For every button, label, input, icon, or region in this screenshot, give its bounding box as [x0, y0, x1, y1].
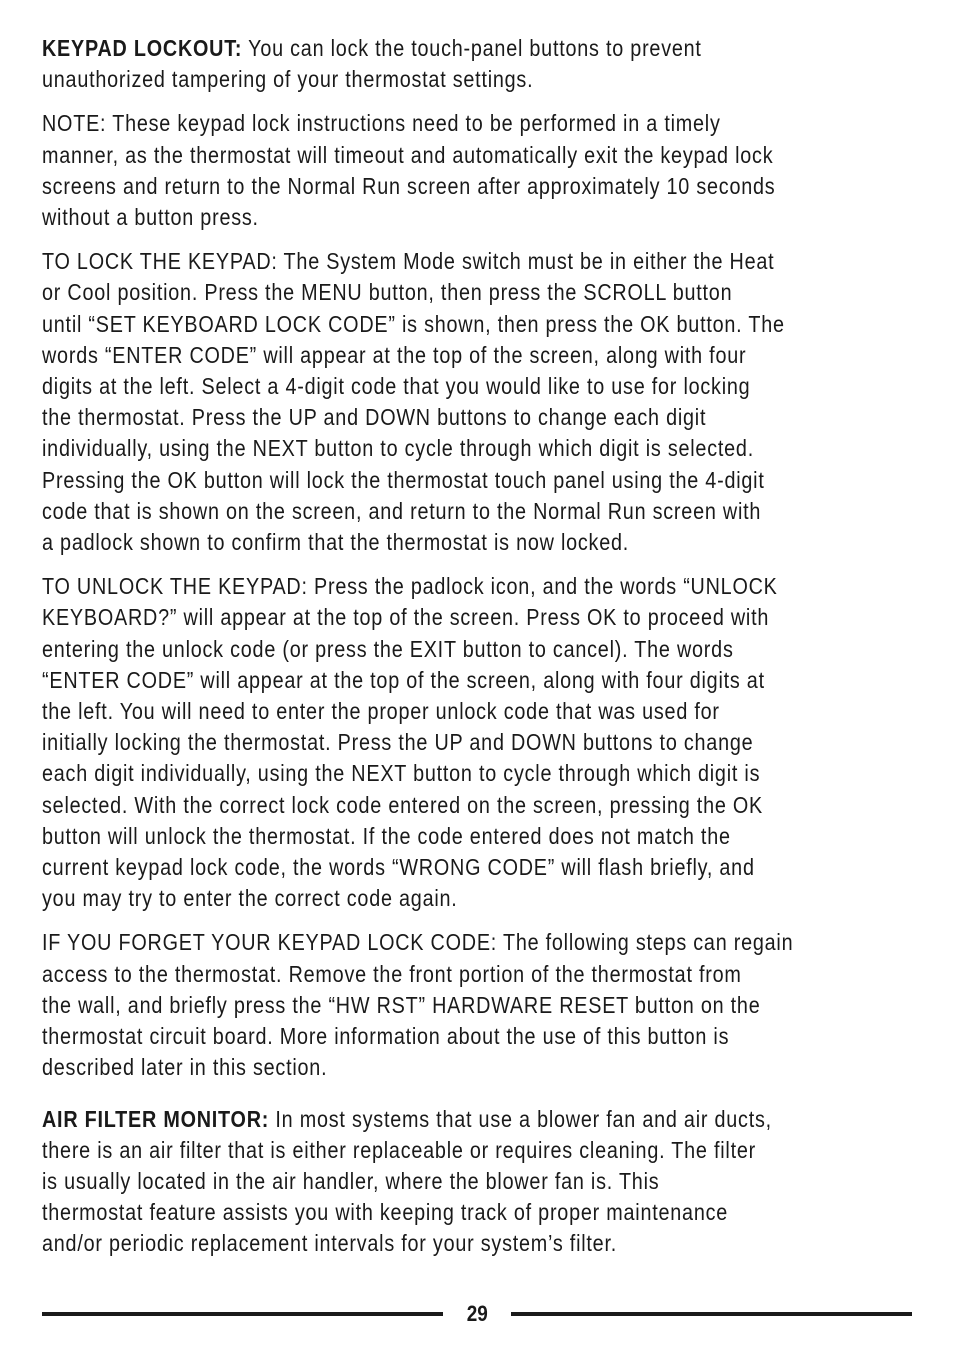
footer-rule-right	[511, 1312, 912, 1316]
page-footer	[42, 1298, 912, 1330]
paragraph-text: NOTE: These keypad lock instructions need to be performed in a timely manner, as the thermostat will timeout and automatically exit the keypad lock screens and return to the Normal Run screen after approximately 10 seconds without a button press.	[42, 110, 776, 231]
keypad-lockout-paragraph	[42, 33, 917, 95]
unlock-keypad-paragraph	[42, 571, 917, 914]
paragraph-text: TO UNLOCK THE KEYPAD: Press the padlock icon, and the words “UNLOCK KEYBOARD?” will appear at the top of the screen. Press OK to proceed with entering the unlock code (or press the EXIT button to cancel). The words “ENTER CODE” will appear at the top of the screen, along with four digits at the left. You will need to enter the proper unlock code that was used for initially locking the thermostat. Press the UP and DOWN buttons to change each digit individually, using the NEXT button to cycle through which digit is selected. With the correct lock code entered on the screen, pressing the OK button will unlock the thermostat. If the code entered does not match the current keypad lock code, the words “WRONG CODE” will flash briefly, and you may try to enter the correct code again.	[42, 573, 778, 912]
paragraph-heading: KEYPAD LOCKOUT:	[42, 35, 243, 61]
paragraph-text: IF YOU FORGET YOUR KEYPAD LOCK CODE: The following steps can regain access to the thermostat. Remove the front portion of the thermostat from the wall, and briefly press the “HW RST” HARDWARE RESET button on the thermostat circuit board. More information about the use of this button is described later in this section.	[42, 929, 794, 1081]
note-paragraph	[42, 108, 917, 233]
air-filter-monitor-paragraph	[42, 1104, 917, 1260]
lock-keypad-paragraph	[42, 246, 917, 558]
paragraph-text: You can lock the touch-panel buttons to prevent unauthorized tampering of your thermostat settings.	[42, 35, 702, 93]
paragraph-heading: AIR FILTER MONITOR:	[42, 1105, 270, 1132]
forgot-code-paragraph	[42, 927, 917, 1083]
page-number: 29	[466, 1301, 488, 1326]
footer-rule-left	[42, 1312, 443, 1316]
paragraph-text: TO LOCK THE KEYPAD: The System Mode switch must be in either the Heat or Cool position. Press the MENU button, then press the SCROLL button until “SET KEYBOARD LOCK CODE” is shown, then press the OK button. The words “ENTER CODE” will appear at the top of the screen, along with four digits at the left. Select a 4-digit code that you would like to use for locking the thermostat. Press the UP and DOWN buttons to change each digit individually, using the NEXT button to cycle through which digit is selected. Pressing the OK button will lock the thermostat touch panel using the 4-digit code that is shown on the screen, and return to the Normal Run screen with a padlock shown to confirm that the thermostat is now locked.	[42, 248, 785, 556]
paragraph-text: In most systems that use a blower fan and air ducts, there is an air filter that is either replaceable or requires cleaning. The filter is usually located in the air handler, where the blower fan is. This thermostat feature assists you with keeping track of proper maintenance and/or periodic replacement intervals for your system’s filter.	[42, 1105, 772, 1257]
document-body	[42, 33, 917, 1273]
